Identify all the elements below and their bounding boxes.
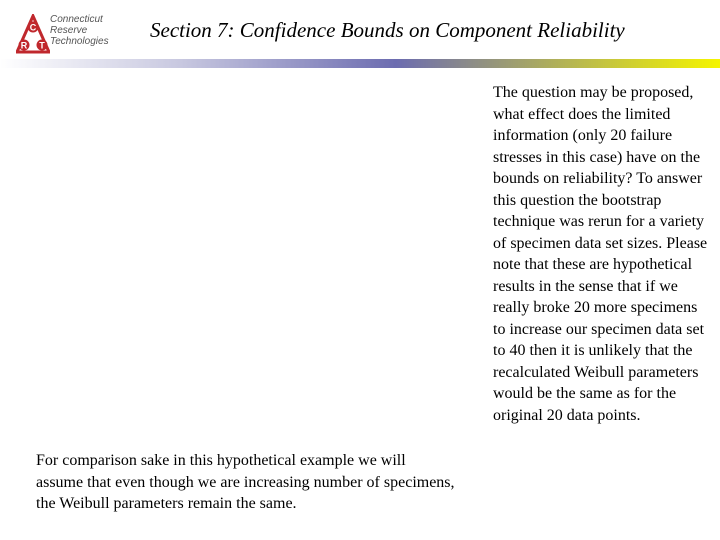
logo-letter-right: T <box>39 40 45 51</box>
logo-line-3: Technologies <box>50 36 109 47</box>
logo-line-1: Connecticut <box>50 14 103 25</box>
logo-wordmark <box>50 14 109 47</box>
right-paragraph: The question may be proposed, what effect does the limited information (only 20 failure stresses in this case) have on the bounds on reliability? To answer this question the bootstrap technique was rerun for a variety of specimen data set sizes. Please note that these are hypothetical results in the sense that if we really broke 20 more specimens to increase our specimen data set to 40 then it is unlikely that the recalculated Weibull parameters would be the same as for the original 20 data points. <box>493 84 708 424</box>
logo-letter-left: R <box>20 40 28 51</box>
logo-line-2: Reserve <box>50 25 88 36</box>
slide-title: Section 7: Confidence Bounds on Component Reliability <box>150 18 625 42</box>
left-paragraph: For comparison sake in this hypothetical example we will assume that even though we are increasing number of specimens, the Weibull parameters remain the same. <box>36 452 455 512</box>
crt-logo <box>16 14 126 54</box>
logo-letter-top: C <box>29 22 37 33</box>
title-divider-bar <box>0 59 720 68</box>
crt-triangle-logo-icon <box>16 14 50 54</box>
